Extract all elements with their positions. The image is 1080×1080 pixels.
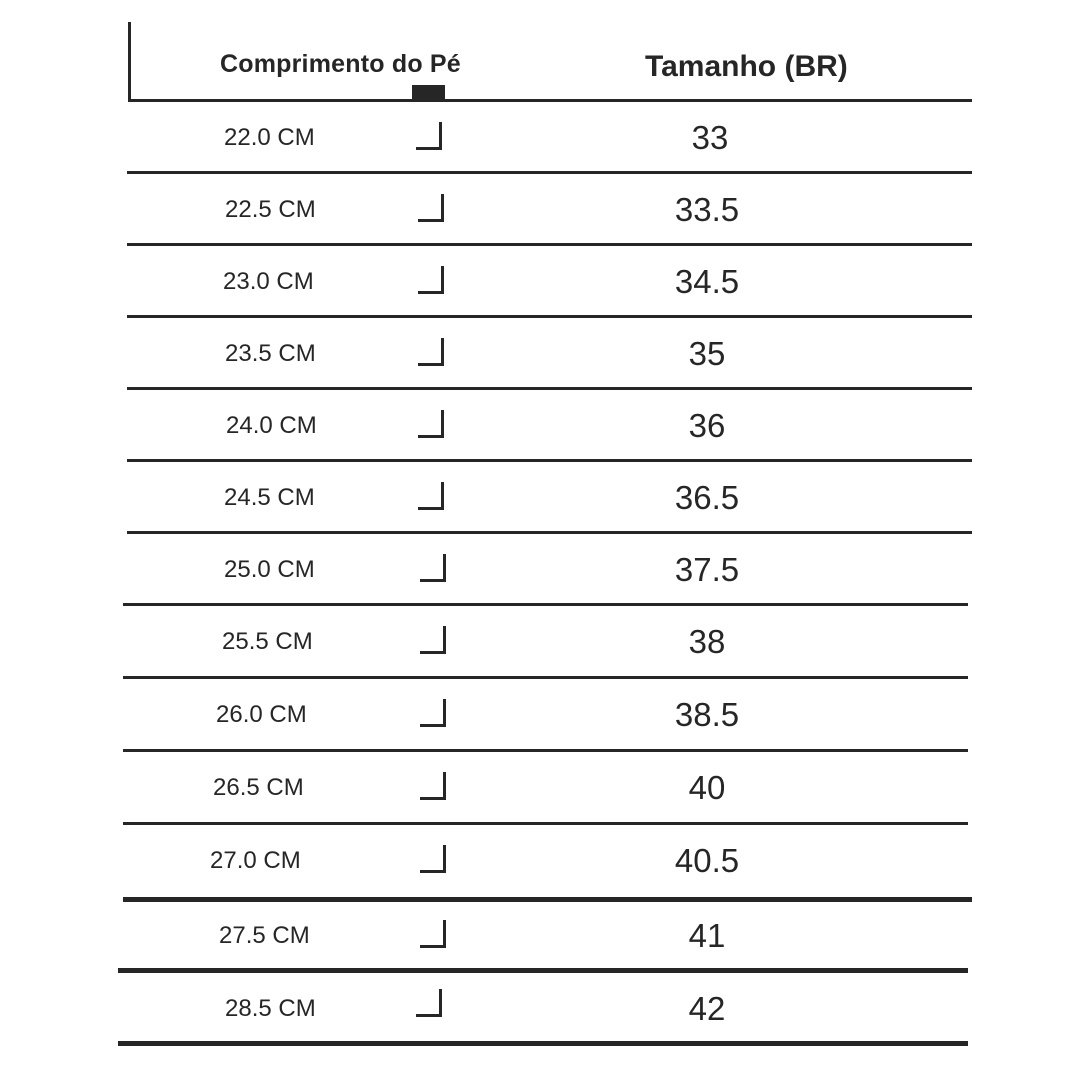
corner-mark-icon	[418, 482, 444, 510]
corner-mark-icon	[420, 845, 446, 873]
table-row	[0, 462, 1080, 534]
corner-mark-icon	[418, 194, 444, 222]
table-row	[0, 606, 1080, 678]
foot-length-cell: 24.5 CM	[224, 484, 315, 511]
column-header-size-br: Tamanho (BR)	[645, 50, 848, 83]
foot-length-cell: 26.0 CM	[216, 701, 307, 728]
table-row	[0, 318, 1080, 390]
foot-length-cell: 27.5 CM	[219, 922, 310, 949]
corner-mark-icon	[418, 410, 444, 438]
column-header-foot-length: Comprimento do Pé	[220, 50, 461, 78]
size-br-cell: 33	[691, 119, 729, 156]
corner-mark-icon	[418, 338, 444, 366]
foot-length-cell: 22.5 CM	[225, 196, 316, 223]
size-br-cell: 37.5	[674, 551, 740, 588]
foot-length-cell: 22.0 CM	[224, 124, 315, 151]
foot-length-cell: 25.5 CM	[222, 628, 313, 655]
foot-length-cell: 26.5 CM	[213, 774, 304, 801]
table-row	[0, 102, 1080, 174]
size-br-cell: 38	[688, 623, 726, 660]
corner-mark-icon	[416, 989, 442, 1017]
corner-mark-icon	[420, 626, 446, 654]
header-marker-block	[412, 85, 445, 101]
foot-length-cell: 28.5 CM	[225, 995, 316, 1022]
size-br-cell: 34.5	[674, 263, 740, 300]
foot-length-cell: 23.0 CM	[223, 268, 314, 295]
corner-mark-icon	[420, 920, 446, 948]
size-br-cell: 41	[688, 917, 726, 954]
foot-length-cell: 27.0 CM	[210, 847, 301, 874]
corner-mark-icon	[420, 554, 446, 582]
table-row	[0, 246, 1080, 318]
size-br-cell: 36	[688, 407, 726, 444]
table-row	[0, 973, 1080, 1045]
size-br-cell: 33.5	[674, 191, 740, 228]
table-row	[0, 679, 1080, 751]
foot-length-cell: 25.0 CM	[224, 556, 315, 583]
corner-mark-icon	[418, 266, 444, 294]
table-row	[0, 174, 1080, 246]
foot-length-cell: 24.0 CM	[226, 412, 317, 439]
table-row	[0, 534, 1080, 606]
corner-mark-icon	[420, 699, 446, 727]
size-br-cell: 42	[688, 990, 726, 1027]
table-row	[0, 752, 1080, 824]
size-br-cell: 36.5	[674, 479, 740, 516]
left-border-line	[128, 22, 131, 102]
table-row	[0, 390, 1080, 462]
table-row	[0, 900, 1080, 972]
corner-mark-icon	[420, 772, 446, 800]
size-br-cell: 40.5	[674, 842, 740, 879]
size-br-cell: 35	[688, 335, 726, 372]
row-divider	[118, 1041, 968, 1046]
foot-length-cell: 23.5 CM	[225, 340, 316, 367]
size-br-cell: 40	[688, 769, 726, 806]
size-br-cell: 38.5	[674, 696, 740, 733]
table-row	[0, 825, 1080, 897]
corner-mark-icon	[416, 122, 442, 150]
